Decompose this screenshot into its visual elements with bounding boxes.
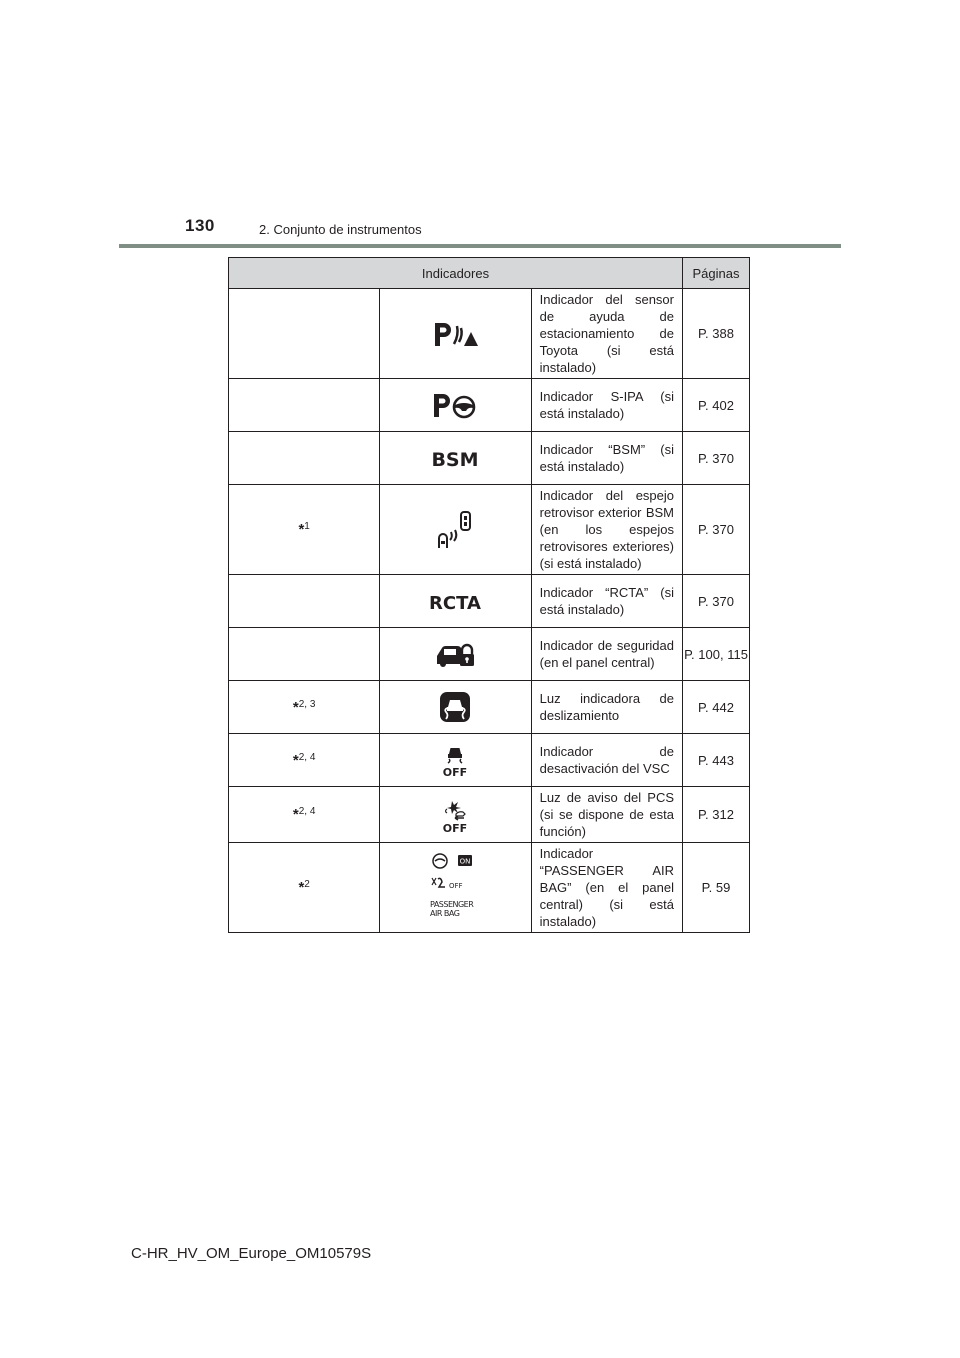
note-cell	[229, 734, 380, 787]
page-ref: P. 370	[683, 485, 750, 575]
icon-cell	[380, 432, 531, 485]
page-ref: P. 370	[683, 575, 750, 628]
footnote-ref: 2	[304, 879, 310, 890]
description-cell: Indicador del sensor de ayuda de estacionamiento de Toyota (si está instalado)	[531, 289, 682, 379]
pcs-off-text: OFF	[443, 821, 468, 833]
description-cell: Indicador de seguridad (en el panel central)	[531, 628, 682, 681]
footnote-star: *	[292, 751, 299, 769]
table-row	[229, 485, 750, 575]
description-cell: Indicador del espejo retrovisor exterior BSM (en los espejos retrovisores exteriores) (si está instalado)	[531, 485, 682, 575]
icon-cell	[380, 628, 531, 681]
page-ref: P. 388	[683, 289, 750, 379]
footnote-ref: 1	[304, 521, 310, 532]
description-cell: Indicador “RCTA” (si está instalado)	[531, 575, 682, 628]
note-cell	[229, 681, 380, 734]
table-row	[229, 734, 750, 787]
icon-cell	[380, 843, 531, 933]
icon-cell	[380, 787, 531, 843]
slip-icon	[440, 692, 470, 722]
page-ref: P. 100, 115	[683, 628, 750, 681]
description-cell: Luz de aviso del PCS (si se dispone de esta función)	[531, 787, 682, 843]
passenger-airbag-icon	[427, 852, 483, 924]
table-row	[229, 628, 750, 681]
icon-cell	[380, 379, 531, 432]
s-ipa-icon	[431, 391, 479, 419]
header-pages: Páginas	[683, 258, 750, 289]
section-title: 2. Conjunto de instrumentos	[259, 222, 422, 237]
vsc-off-icon	[438, 742, 472, 778]
page-ref: P. 370	[683, 432, 750, 485]
bsm-icon-text: BSM	[431, 449, 480, 470]
icon-cell	[380, 681, 531, 734]
page-ref: P. 402	[683, 379, 750, 432]
description-cell: Indicador “PASSENGER AIR BAG” (en el panel central) (si está instalado)	[531, 843, 682, 933]
pcs-off-icon	[438, 797, 472, 833]
footnote-ref: 2, 4	[298, 806, 316, 817]
note-cell	[229, 787, 380, 843]
rcta-icon-text: RCTA	[429, 593, 482, 613]
page-number: 130	[185, 216, 215, 235]
note-cell	[229, 628, 380, 681]
rcta-icon	[427, 589, 483, 613]
footnote-star: *	[292, 806, 299, 823]
table-row	[229, 289, 750, 379]
document-footer: C-HR_HV_OM_Europe_OM10579S	[131, 1245, 372, 1262]
airbag-on-text: ON	[460, 857, 471, 865]
icon-cell	[380, 289, 531, 379]
table-row	[229, 681, 750, 734]
table-header-row	[229, 258, 750, 289]
icon-cell	[380, 485, 531, 575]
table-row	[229, 432, 750, 485]
header-indicators: Indicadores	[229, 258, 683, 289]
table-row	[229, 787, 750, 843]
note-cell	[229, 432, 380, 485]
icon-cell	[380, 575, 531, 628]
footnote-star: *	[298, 521, 305, 538]
security-icon	[435, 640, 475, 668]
note-cell	[229, 575, 380, 628]
bsm-icon	[429, 446, 481, 470]
airbag-label-line1: PASSENGER	[430, 899, 474, 909]
footnote-ref: 2, 3	[298, 698, 316, 710]
note-cell	[229, 289, 380, 379]
page-ref: P. 443	[683, 734, 750, 787]
footnote-star: *	[298, 879, 305, 896]
table-row	[229, 575, 750, 628]
page-ref: P. 59	[683, 843, 750, 933]
description-cell: Indicador S-IPA (si está instalado)	[531, 379, 682, 432]
airbag-off-text: OFF	[449, 881, 464, 890]
icon-cell	[380, 734, 531, 787]
note-cell	[229, 843, 380, 933]
header-rule	[119, 244, 841, 248]
note-cell	[229, 379, 380, 432]
airbag-label-line2: AIR BAG	[430, 908, 460, 918]
note-cell	[229, 485, 380, 575]
description-cell: Luz indicadora de deslizamiento	[531, 681, 682, 734]
page-ref: P. 312	[683, 787, 750, 843]
bsm-mirror-icon	[435, 510, 475, 550]
footnote-ref: 2, 4	[298, 751, 316, 763]
footnote-star: *	[292, 698, 299, 716]
table-row	[229, 379, 750, 432]
vsc-off-text: OFF	[443, 766, 468, 778]
parking-sensor-icon	[431, 320, 479, 348]
description-cell: Indicador de desactivación del VSC	[531, 734, 682, 787]
table-row	[229, 843, 750, 933]
indicators-table	[228, 257, 750, 933]
description-cell: Indicador “BSM” (si está instalado)	[531, 432, 682, 485]
page-ref: P. 442	[683, 681, 750, 734]
